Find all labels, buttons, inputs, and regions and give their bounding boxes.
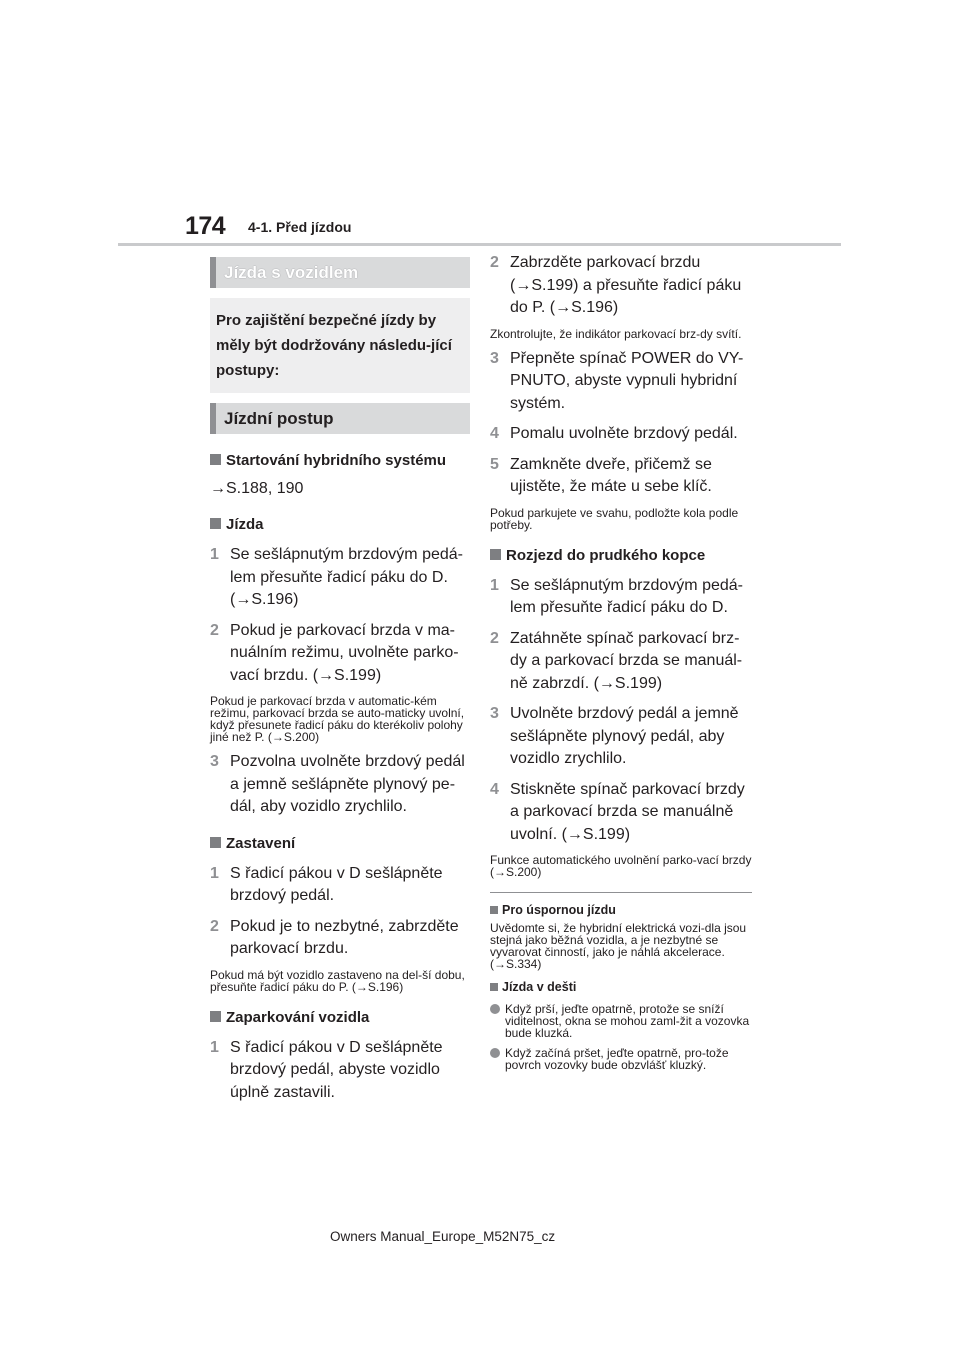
step: 2 Pokud je parkovací brzda v ma-nuálním režimu, uvolněte parko-vací brzdu. (→S.199) xyxy=(210,621,459,684)
square-bullet-icon xyxy=(490,983,498,991)
square-bullet-icon xyxy=(490,549,501,560)
step: 3 Přepněte spínač POWER do VY-PNUTO, abyste vypnuli hybridní systém. xyxy=(490,349,744,412)
step: 3 Uvolněte brzdový pedál a jemně sešlápněte plynový pedál, aby vozidlo zrychlilo. xyxy=(490,705,739,767)
section-bar-driving: Jízda s vozidlem xyxy=(210,257,470,288)
intro-box: Pro zajištění bezpečné jízdy by měly být dodržovány následu-jící postupy: xyxy=(210,298,470,393)
header-divider xyxy=(118,243,841,246)
list-item: Když prší, jeďte opatrně, protože se sníží viditelnost, okna se mohou zaml-žit a vozovka bude kluzká. xyxy=(490,1003,752,1039)
step: 4 Stiskněte spínač parkovací brzdy a parkovací brzda se manuálně uvolní. (→S.199) xyxy=(490,780,745,843)
heading-stop: Zastavení xyxy=(210,833,470,855)
divider xyxy=(490,892,752,893)
step: 2 Zatáhněte spínač parkovací brz-dy a parkovací brzda se manuál-ně zabrzdí. (→S.199) xyxy=(490,629,743,692)
heading-eco: Pro úspornou jízdu xyxy=(490,903,752,918)
page-number: 174 xyxy=(185,212,226,240)
section-bar-procedure: Jízdní postup xyxy=(210,403,470,434)
left-column xyxy=(210,257,470,1104)
step: 2 Pokud je to nezbytné, zabrzděte parkovací brzdu. xyxy=(210,917,459,957)
round-bullet-icon xyxy=(490,1004,500,1014)
footer-text: Owners Manual_Europe_M52N75_cz xyxy=(330,1229,556,1244)
heading-rain: Jízda v dešti xyxy=(490,980,752,995)
step: 3 Pozvolna uvolněte brzdový pedál a jemně sešlápněte plynový pe-dál, aby vozidlo zrychlilo. xyxy=(210,753,465,815)
step: 4 Pomalu uvolněte brzdový pedál. xyxy=(490,425,738,442)
heading-hill: Rozjezd do prudkého kopce xyxy=(490,545,752,567)
list-item: Když začíná pršet, jeďte opatrně, pro-tože povrch vozovky bude obzvlášť kluzký. xyxy=(490,1047,752,1071)
eco-text: Uvědomte si, že hybridní elektrická vozi-dla jsou stejná jako běžná vozidla, a je nezbytné se vyvarovat činností, jako je náhlá akcelerace. (→S.334) xyxy=(490,921,747,971)
step: 1 Se sešlápnutým brzdovým pedá-lem přesuňte řadicí páku do D. (→S.196) xyxy=(210,546,463,608)
step: 1 S řadicí pákou v D sešlápněte brzdový pedál. xyxy=(210,864,443,904)
note: Pokud parkujete ve svahu, podložte kola podle potřeby. xyxy=(490,505,739,532)
step: 1 Se sešlápnutým brzdovým pedá-lem přesuňte řadicí páku do D. xyxy=(490,576,743,616)
note: Pokud je parkovací brzda v automatic-kém režimu, parkovací brzda se auto-maticky uvolní, když přesunete řadicí páku do kterékoliv polohy jiné než P. (→S.200) xyxy=(210,694,465,744)
square-bullet-icon xyxy=(210,1011,221,1022)
heading-drive: Jízda xyxy=(210,514,470,536)
note: Pokud má být vozidlo zastaveno na del-ší dobu, přesuňte řadicí páku do P. (→S.196) xyxy=(210,967,465,994)
square-bullet-icon xyxy=(210,518,221,529)
step: 2 Zabrzděte parkovací brzdu (→S.199) a přesuňte řadicí páku do P. (→S.196) xyxy=(490,254,742,316)
step: 1 S řadicí pákou v D sešlápněte brzdový pedál, abyste vozidlo úplně zastavili. xyxy=(210,1038,443,1101)
heading-park: Zaparkování vozidla xyxy=(210,1007,470,1029)
section-title: 4-1. Před jízdou xyxy=(248,219,352,235)
right-column xyxy=(490,252,752,1071)
step: 5 Zamkněte dveře, přičemž se ujistěte, že máte u sebe klíč. xyxy=(490,455,712,495)
start-ref: →S.188, 190 xyxy=(210,480,304,497)
square-bullet-icon xyxy=(490,906,498,914)
note: Zkontrolujte, že indikátor parkovací brz-dy svítí. xyxy=(490,326,742,341)
round-bullet-icon xyxy=(490,1048,500,1058)
heading-start: Startování hybridního systému xyxy=(210,450,470,472)
square-bullet-icon xyxy=(210,454,221,465)
note: Funkce automatického uvolnění parko-vací brzdy (→S.200) xyxy=(490,853,752,879)
square-bullet-icon xyxy=(210,837,221,848)
